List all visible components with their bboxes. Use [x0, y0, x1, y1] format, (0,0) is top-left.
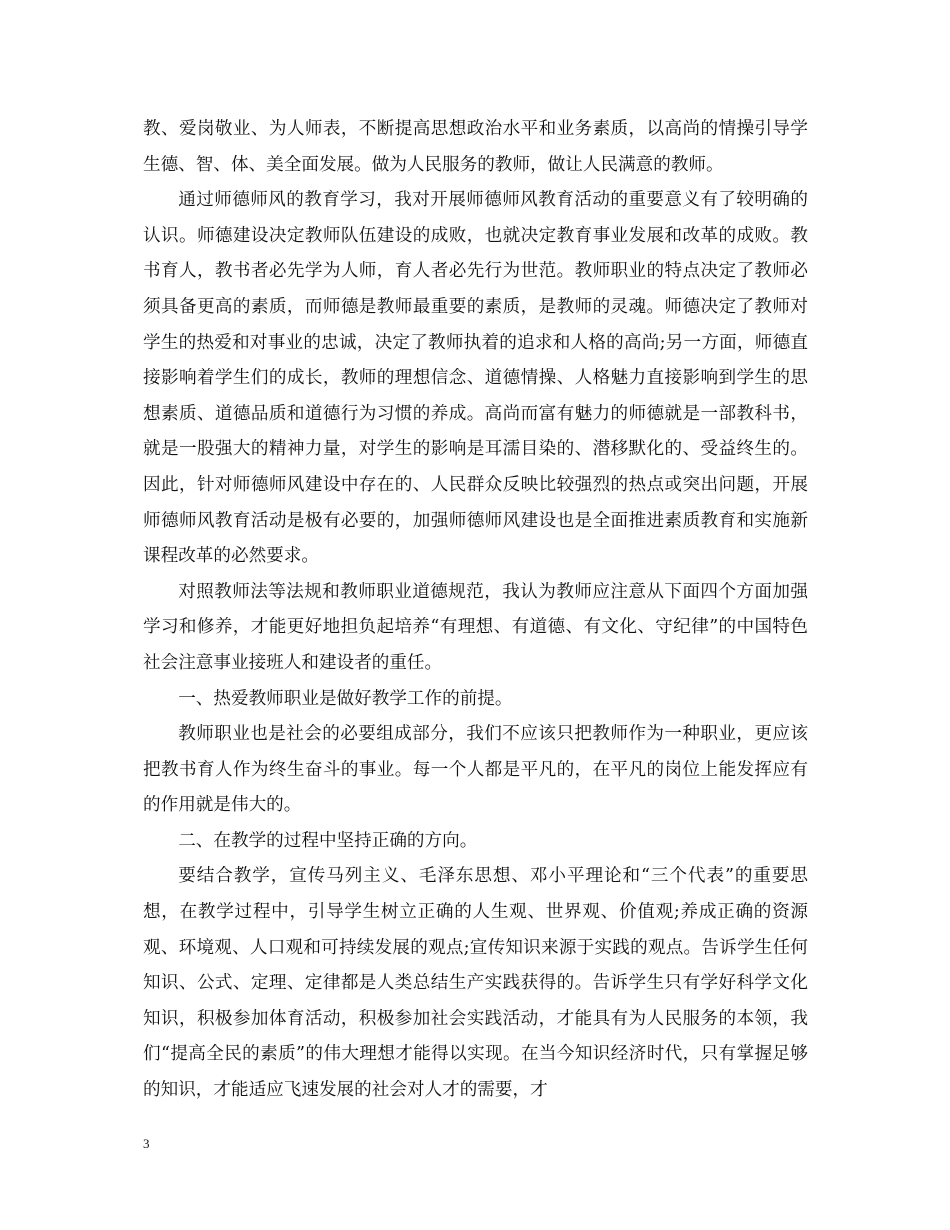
paragraph-teacher-ethics-significance: 通过师德师风的教育学习，我对开展师德师风教育活动的重要意义有了较明确的认识。师德建设决定教师队伍建设的成败，也就决定教育事业发展和改革的成败。教书育人，教书者必先学为人师，育人者必先行为世范。教师职业的特点决定了教师必须具备更高的素质，而师德是教师最重要的素质，是教师的灵魂。师德决定了教师对学生的热爱和对事业的忠诚，决定了教师执着的追求和人格的高尚;另一方面，师德直接影响着学生们的成长，教师的理想信念、道德情操、人格魅力直接影响到学生的思想素质、道德品质和道德行为习惯的养成。高尚而富有魅力的师德就是一部教科书，就是一股强大的精神力量，对学生的影响是耳濡目染的、潜移默化的、受益终生的。因此，针对师德师风建设中存在的、人民群众反映比较强烈的热点或突出问题，开展师德师风教育活动是极有必要的，加强师德师风建设也是全面推进素质教育和实施新课程改革的必然要求。: [143, 190, 808, 567]
heading-section-one: 一、热爱教师职业是做好教学工作的前提。: [178, 688, 513, 709]
document-body: [143, 112, 808, 1109]
paragraph-continued: 教、爱岗敬业、为人师表，不断提高思想政治水平和业务素质，以高尚的情操引导学生德、智、体、美全面发展。做为人民服务的教师，做让人民满意的教师。: [143, 119, 808, 175]
page-number: 3: [143, 1136, 150, 1151]
paragraph-four-aspects: 对照教师法等法规和教师职业道德规范，我认为教师应注意从下面四个方面加强学习和修养，才能更好地担负起培养“有理想、有道德、有文化、守纪律”的中国特色社会注意事业接班人和建设者的重任。: [143, 581, 808, 673]
heading-section-two: 二、在教学的过程中坚持正确的方向。: [178, 830, 478, 851]
paragraph-section-two: 要结合教学，宣传马列主义、毛泽东思想、邓小平理论和“三个代表”的重要思想，在教学过程中，引导学生树立正确的人生观、世界观、价值观;养成正确的资源观、环境观、人口观和可持续发展的观点;宣传知识来源于实践的观点。告诉学生任何知识、公式、定理、定律都是人类总结生产实践获得的。告诉学生只有学好科学文化知识，积极参加体育活动，积极参加社会实践活动，才能具有为人民服务的本领，我们“提高全民的素质”的伟大理想才能得以实现。在当今知识经济时代，只有掌握足够的知识，才能适应飞速发展的社会对人才的需要，才: [143, 866, 808, 1101]
paragraph-section-one: 教师职业也是社会的必要组成部分，我们不应该只把教师作为一种职业，更应该把教书育人作为终生奋斗的事业。每一个人都是平凡的，在平凡的岗位上能发挥应有的作用就是伟大的。: [143, 724, 808, 816]
